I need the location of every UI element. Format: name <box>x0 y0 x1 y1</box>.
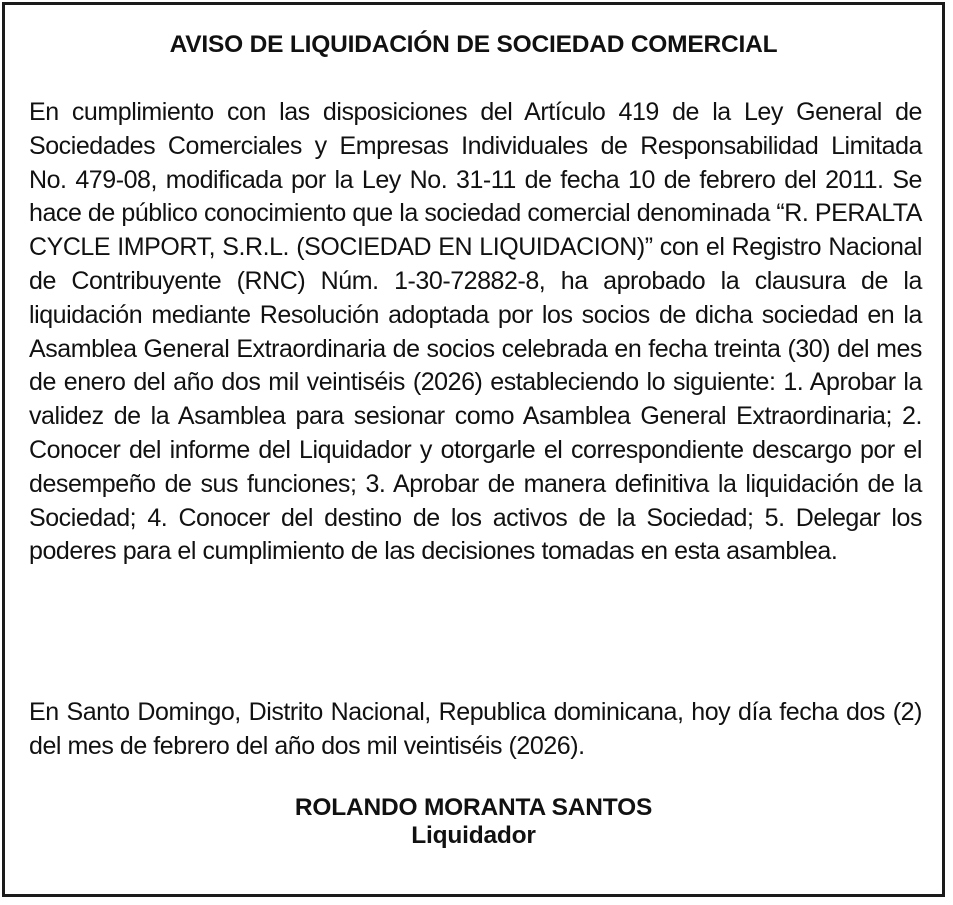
signature-block <box>5 794 942 850</box>
legal-notice <box>2 2 945 897</box>
signature-role: Liquidador <box>411 822 536 849</box>
notice-paragraph-place-date: En Santo Domingo, Distrito Nacional, Republica dominicana, hoy día fecha dos (2) del mes de febrero del año dos mil veintiséis (2026). <box>29 698 922 760</box>
signature-name: ROLANDO MORANTA SANTOS <box>294 794 653 821</box>
notice-paragraph-main: En cumplimiento con las disposiciones del Artículo 419 de la Ley General de Sociedades Comerciales y Empresas Individuales de Responsabilidad Limitada No. 479-08, modificada por la Ley No. 31-11 de fecha 10 de febrero del 2011. Se hace de público conocimiento que la sociedad comercial denominada “R. PERALTA CYCLE IMPORT, S.R.L. (SOCIEDAD EN LIQUIDACION)” con el Registro Nacional de Contribuyente (RNC) Núm. 1-30-72882-8, ha aprobado la clausura de la liquidación mediante Resolución adoptada por los socios de dicha sociedad en la Asamblea General Extraordinaria de socios celebrada en fecha treinta (30) del mes de enero del año dos mil veintiséis (2026) estableciendo lo siguiente: 1. Aprobar la validez de la Asamblea para sesionar como Asamblea General Extraordinaria; 2. Conocer del informe del Liquidador y otorgarle el correspondiente descargo por el desempeño de sus funciones; 3. Aprobar de manera definitiva la liquidación de la Sociedad; 4. Conocer del destino de los activos de la Sociedad; 5. Delegar los poderes para el cumplimiento de las decisiones tomadas en esta asamblea. <box>29 98 922 566</box>
notice-title: AVISO DE LIQUIDACIÓN DE SOCIEDAD COMERCIAL <box>169 31 778 58</box>
